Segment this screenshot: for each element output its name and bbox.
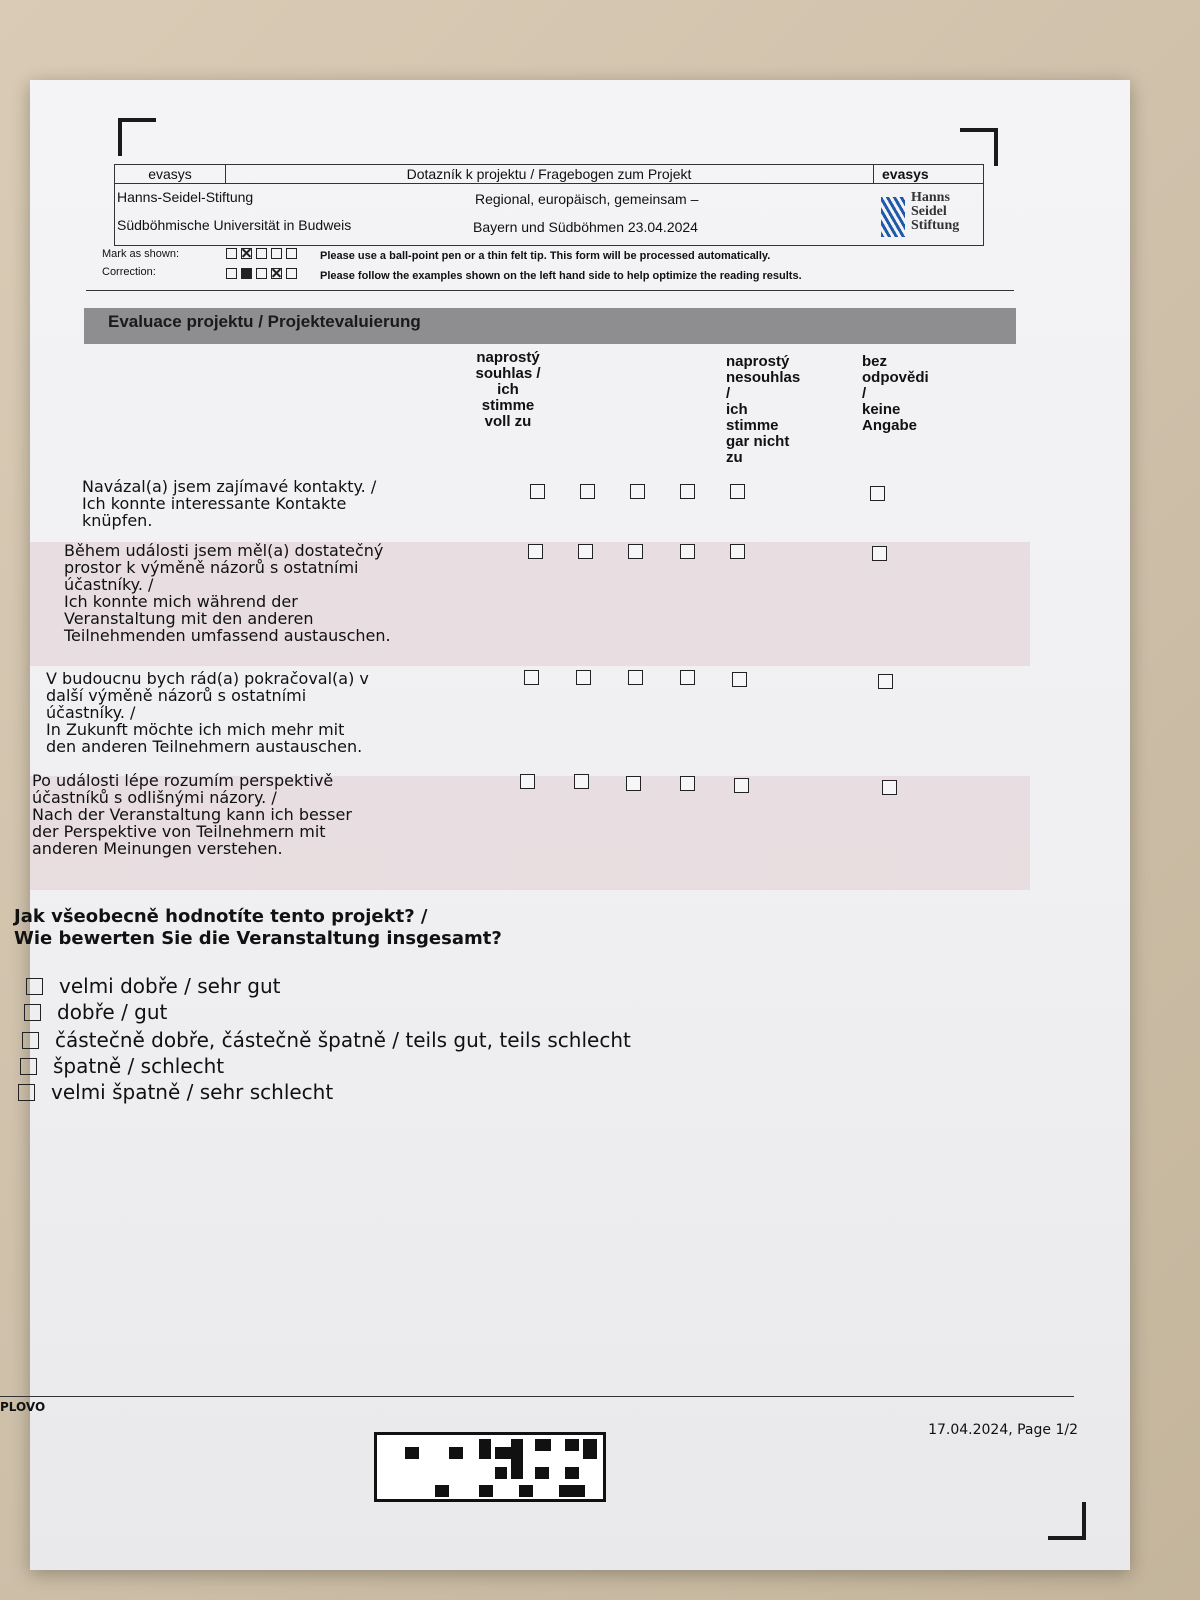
rating-1-checkbox[interactable] <box>528 544 543 559</box>
section-title: Evaluace projektu / Projektevaluierung <box>84 308 1016 344</box>
question-row-2 <box>30 542 1030 666</box>
footer-divider <box>0 1396 1074 1397</box>
instruction-line2: Please follow the examples shown on the left hand side to help optimize the reading results. <box>320 270 802 282</box>
rating-2-checkbox[interactable] <box>578 544 593 559</box>
registration-corner-bottom-right <box>1048 1502 1086 1540</box>
column-header-disagree: naprostý nesouhlas / ich stimme gar nicht zu <box>726 353 801 466</box>
question-text: V budoucnu bych rád(a) pokračoval(a) v další výměně názorů s ostatními účastníky. / In Zukunft möchte ich mich mehr mit den anderen Teilnehmern austauschen. <box>46 669 369 756</box>
registration-corner-top-left <box>118 118 156 156</box>
hanns-seidel-logo <box>879 189 979 241</box>
column-header-no-answer: bez odpovědi / keine Angabe <box>862 353 929 434</box>
university-name: Südböhmische Universität in Budweis <box>117 217 352 233</box>
footer-date-page: 17.04.2024, Page 1/2 <box>928 1422 1078 1438</box>
overall-option-1[interactable] <box>26 974 280 998</box>
header-divider <box>86 290 1014 291</box>
option-checkbox[interactable] <box>20 1058 37 1075</box>
question-text: Po události lépe rozumím perspektivě účastníků s odlišnými názory. / Nach der Veranstaltung kann ich besser der Perspektive von Teilnehmern mit anderen Meinungen verstehen. <box>32 771 352 858</box>
form-page <box>0 80 1130 1570</box>
question-row-1 <box>30 466 1030 534</box>
option-checkbox[interactable] <box>26 978 43 995</box>
project-name-line2: Bayern und Südböhmen 23.04.2024 <box>473 219 698 235</box>
question-row-3 <box>30 664 1030 768</box>
overall-option-3[interactable] <box>22 1028 631 1052</box>
option-label: velmi dobře / sehr gut <box>59 974 281 998</box>
rating-5-checkbox[interactable] <box>730 484 745 499</box>
rating-1-checkbox[interactable] <box>530 484 545 499</box>
rating-5-checkbox[interactable] <box>734 778 749 793</box>
option-checkbox[interactable] <box>18 1084 35 1101</box>
instruction-line1: Please use a ball-point pen or a thin felt tip. This form will be processed automatically. <box>320 250 771 262</box>
evasys-label-left: evasys <box>115 165 226 183</box>
question-text: Navázal(a) jsem zajímavé kontakty. / Ich konnte interessante Kontakte knüpfen. <box>82 477 377 530</box>
form-barcode <box>374 1432 606 1502</box>
no-answer-checkbox[interactable] <box>872 546 887 561</box>
overall-option-4[interactable] <box>20 1054 224 1078</box>
rating-1-checkbox[interactable] <box>524 670 539 685</box>
rating-3-checkbox[interactable] <box>628 670 643 685</box>
rating-2-checkbox[interactable] <box>576 670 591 685</box>
mark-example-boxes <box>226 248 297 259</box>
option-checkbox[interactable] <box>24 1004 41 1021</box>
rating-4-checkbox[interactable] <box>680 484 695 499</box>
rating-3-checkbox[interactable] <box>626 776 641 791</box>
overall-option-2[interactable] <box>24 1000 167 1024</box>
overall-rating-question: Jak všeobecně hodnotíte tento projekt? / Wie bewerten Sie die Veranstaltung insgesamt? <box>14 906 502 949</box>
question-text: Během události jsem měl(a) dostatečný prostor k výměně názorů s ostatními účastníky. / Ich konnte mich während der Veranstaltung mit den anderen Teilnehmenden umfassend austauschen. <box>64 541 391 645</box>
rating-1-checkbox[interactable] <box>520 774 535 789</box>
rating-3-checkbox[interactable] <box>630 484 645 499</box>
footer-code: PLOVO <box>0 1400 46 1414</box>
rating-2-checkbox[interactable] <box>580 484 595 499</box>
correction-label: Correction: <box>102 266 156 278</box>
no-answer-checkbox[interactable] <box>882 780 897 795</box>
option-checkbox[interactable] <box>22 1032 39 1049</box>
rating-4-checkbox[interactable] <box>680 776 695 791</box>
project-name-line1: Regional, europäisch, gemeinsam – <box>475 191 699 207</box>
organization-name: Hanns-Seidel-Stiftung <box>117 189 254 205</box>
rating-5-checkbox[interactable] <box>730 544 745 559</box>
column-header-agree: naprostý souhlas / ich stimme voll zu <box>475 349 541 430</box>
no-answer-checkbox[interactable] <box>878 674 893 689</box>
rating-2-checkbox[interactable] <box>574 774 589 789</box>
correction-example-boxes <box>226 268 297 279</box>
rating-4-checkbox[interactable] <box>680 670 695 685</box>
form-title: Dotazník k projektu / Fragebogen zum Projekt <box>406 166 692 182</box>
no-answer-checkbox[interactable] <box>870 486 885 501</box>
option-label: špatně / schlecht <box>53 1054 225 1078</box>
option-label: dobře / gut <box>57 1000 168 1024</box>
mark-as-shown-label: Mark as shown: <box>102 248 180 260</box>
question-row-4 <box>30 771 1030 890</box>
form-header <box>114 164 984 246</box>
rating-3-checkbox[interactable] <box>628 544 643 559</box>
rating-5-checkbox[interactable] <box>732 672 747 687</box>
overall-option-5[interactable] <box>18 1080 333 1104</box>
logo-stripes-icon <box>881 197 905 237</box>
option-label: velmi špatně / sehr schlecht <box>51 1080 334 1104</box>
option-label: částečně dobře, částečně špatně / teils gut, teils schlecht <box>55 1028 631 1052</box>
registration-corner-top-right <box>960 128 998 166</box>
evasys-logo-right: evasys <box>873 165 983 183</box>
logo-text: Hanns Seidel Stiftung <box>911 190 960 233</box>
rating-4-checkbox[interactable] <box>680 544 695 559</box>
